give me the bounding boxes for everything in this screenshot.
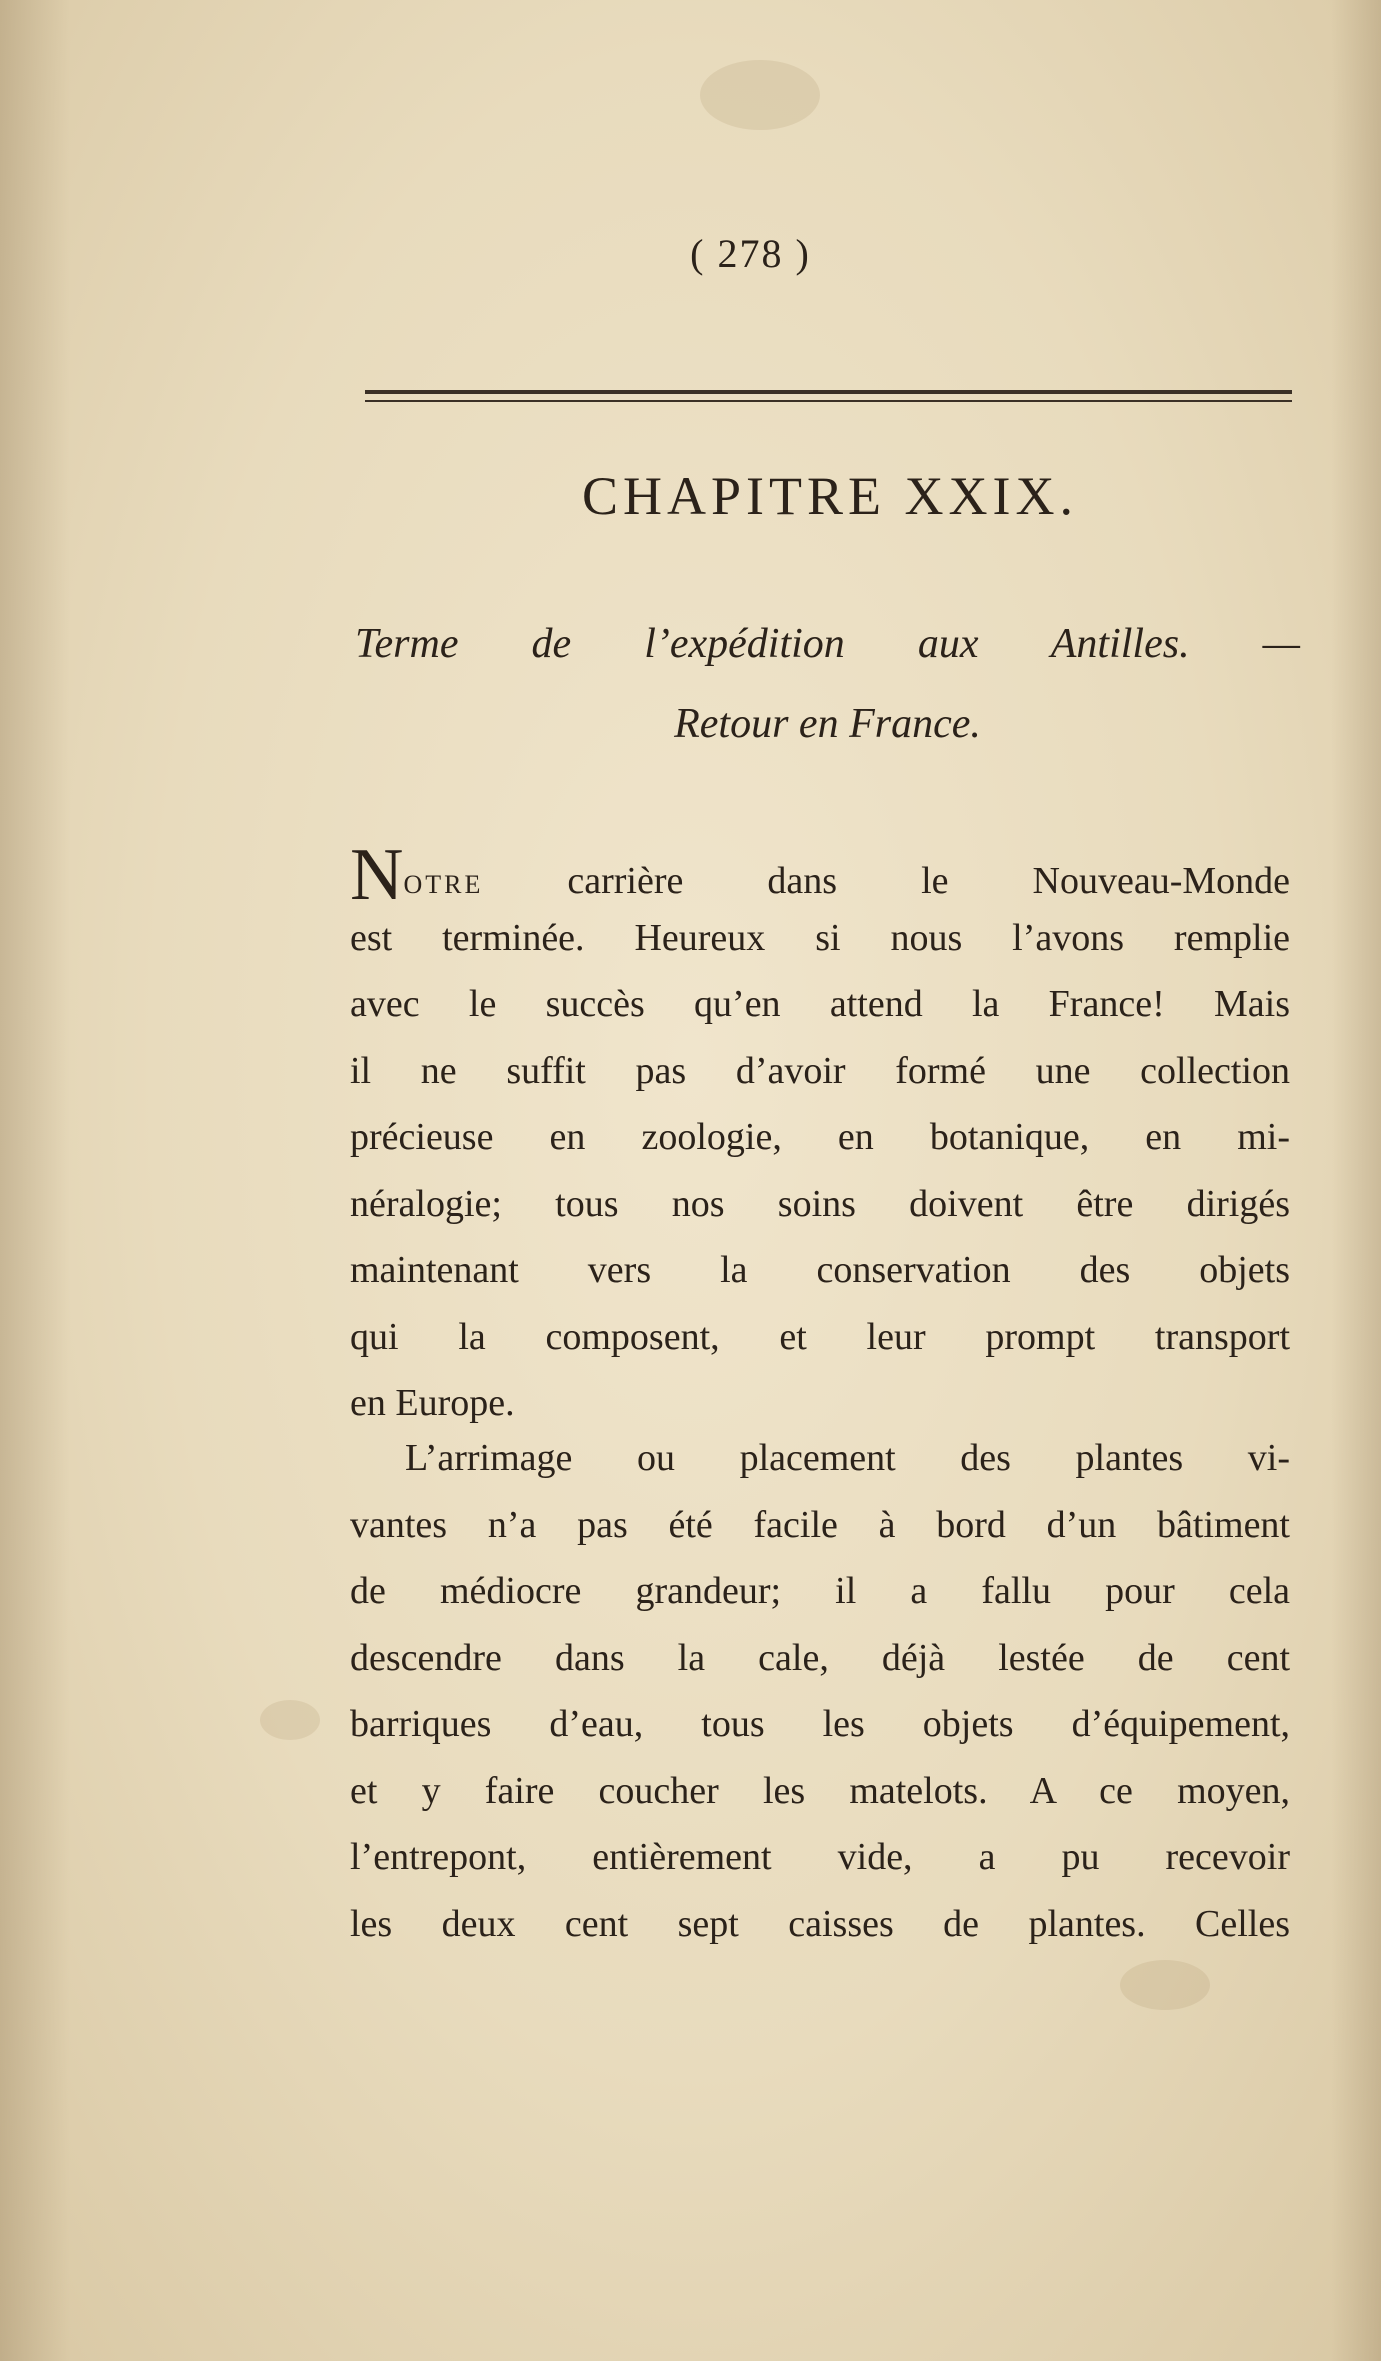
- paragraph-2-line: les deux cent sept caisses de plantes. Celles: [350, 1902, 1290, 1945]
- paragraph-1: [350, 834, 1290, 1437]
- paragraph-1-line: en Europe.: [350, 1382, 515, 1424]
- paragraph-2-line: L’arrimage ou placement des plantes vi-: [405, 1437, 1290, 1479]
- paragraph-1-line: [350, 834, 1290, 916]
- chapter-title: CHAPITRE XXIX.: [582, 466, 1078, 526]
- paragraph-2-line: barriques d’eau, tous les objets d’équipement,: [350, 1703, 1290, 1745]
- chapter-subtitle-line-1: Terme de l’expédition aux Antilles. —: [355, 621, 1300, 667]
- header-rule-thin: [365, 400, 1292, 402]
- paragraph-2: [350, 1425, 1290, 1957]
- chapter-subtitle-line-2: Retour en France.: [674, 701, 981, 747]
- small-caps-word: OTRE: [403, 870, 484, 899]
- paragraph-1-line: précieuse en zoologie, en botanique, en mi-: [350, 1116, 1290, 1158]
- paper-stain: [700, 60, 820, 130]
- header-rule-thick: [365, 390, 1292, 394]
- paragraph-1-line: avec le succès qu’en attend la France! Mais: [350, 983, 1290, 1025]
- paragraph-1-line: qui la composent, et leur prompt transport: [350, 1315, 1290, 1358]
- paragraph-2-line: vantes n’a pas été facile à bord d’un bâtiment: [350, 1503, 1290, 1546]
- paragraph-1-line: néralogie; tous nos soins doivent être dirigés: [350, 1182, 1290, 1225]
- paragraph-2-line: de médiocre grandeur; il a fallu pour cela: [350, 1570, 1290, 1612]
- paragraph-1-line: maintenant vers la conservation des objets: [350, 1249, 1290, 1291]
- page-number: ( 278 ): [690, 231, 811, 276]
- paragraph-1-line: est terminée. Heureux si nous l’avons remplie: [350, 916, 1290, 959]
- paper-stain: [1120, 1960, 1210, 2010]
- paragraph-2-line: et y faire coucher les matelots. A ce moyen,: [350, 1769, 1290, 1812]
- page-edge-shadow-right: [1331, 0, 1381, 2361]
- paragraph-2-line: descendre dans la cale, déjà lestée de cent: [350, 1636, 1290, 1679]
- paragraph-2-line: l’entrepont, entièrement vide, a pu recevoir: [350, 1836, 1290, 1878]
- drop-cap: N: [350, 834, 404, 916]
- paper-stain: [260, 1700, 320, 1740]
- page-edge-shadow-left: [0, 0, 70, 2361]
- paragraph-1-line: il ne suffit pas d’avoir formé une collection: [350, 1049, 1290, 1092]
- paragraph-1-line-text: carrière dans le Nouveau-Monde: [483, 860, 1290, 902]
